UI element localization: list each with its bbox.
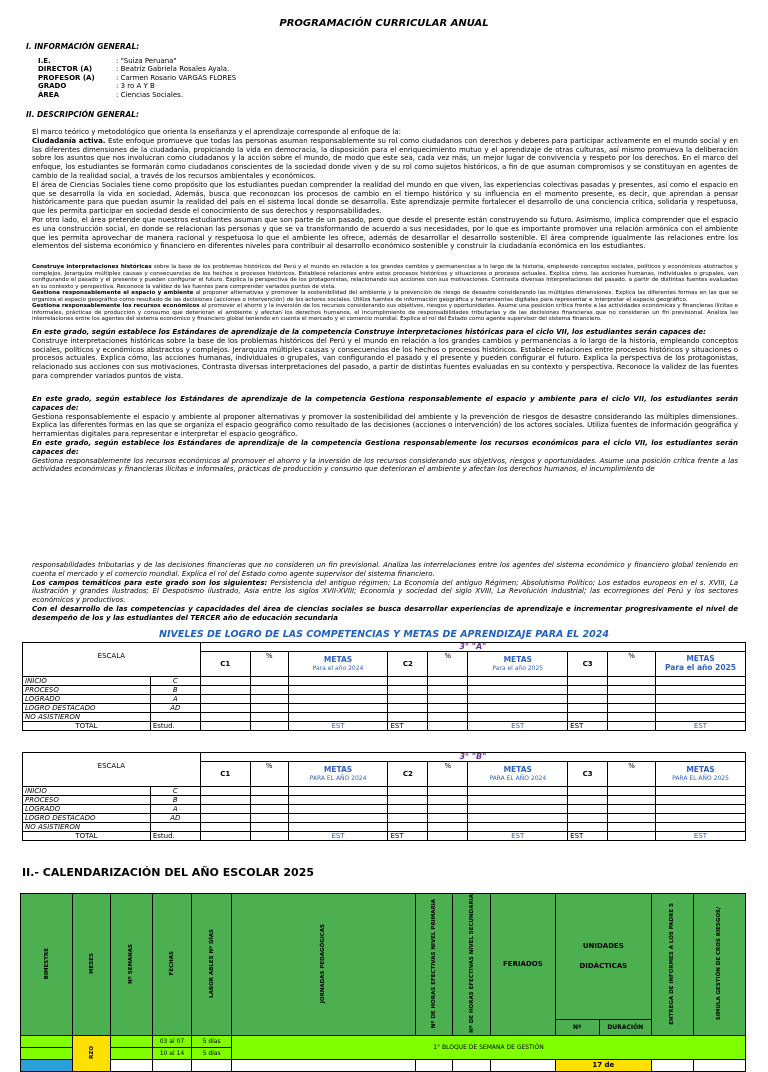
- table-row: [23, 805, 746, 814]
- metas-label: METAS: [323, 654, 353, 664]
- row-code: A: [150, 695, 200, 704]
- text-bold: Construye interpretaciones históricas: [32, 264, 152, 270]
- row-code: C: [150, 677, 200, 686]
- col-jornadas: [231, 894, 415, 1036]
- date-cell: 10 al 14: [152, 1047, 192, 1059]
- text: Construye interpretaciones históricas sobre la base de los problemas históricos del Perú y el mundo en relación a los grandes cambios y permanencias a lo largo de la historia, empleando conceptos sociales, políticos y económicos abstractos y complejos. Jerarquiza múltiples causas y consecuencias de los hechos o procesos históricos. Establece relaciones entre procesos históricos y situaciones o procesos actuales. Explica cómo, las acciones humanas, individuales o grupales, van configurando el pasado y el presente y pueden configurar el futuro. Explica la perspectiva de los protagonistas, relacionado sus acciones con sus motivaciones. Contrasta diversas interpretaciones del pasado, a partir de distintas fuentes evaluadas en su contexto y perspectiva. Reconoce la validez de las fuentes para comprender variados puntos de vista.: [32, 336, 738, 380]
- est-label: EST: [288, 832, 388, 841]
- table-row-total: [23, 832, 746, 841]
- row-label: LOGRO DESTACADO: [23, 814, 151, 823]
- table-row: [23, 796, 746, 805]
- info-key: ÁREA: [38, 90, 60, 99]
- col-metas-1: [288, 652, 388, 677]
- metas-label: METAS: [503, 764, 532, 774]
- col-metas-2: [468, 652, 568, 677]
- col-duracion: DURACIÓN: [599, 1019, 651, 1035]
- row-code: AD: [150, 814, 200, 823]
- col-pct: %: [428, 762, 468, 787]
- col-c3: C3: [568, 762, 608, 787]
- row-label: LOGRO DESTACADO: [23, 704, 151, 713]
- col-escala: ESCALA: [23, 652, 201, 677]
- info-value: : Ciencias Sociales.: [116, 90, 184, 99]
- text: al proponer alternativas y promover la sostenibilidad del ambiente y la prevención de riesgo de desastre considerando las múltiples dimensiones. Explica las diferentes formas en las que se organiza el espacio geográfico como resultado de las decisiones (acciones o intervención) de los actores sociales. Utiliza fuentes de información geográfica y herramientas digitales para representar e interpretar el espacio geográfico.: [32, 290, 738, 303]
- header-text: MESES: [88, 952, 95, 974]
- text: al promover el ahorro y la inversión de los recursos considerando sus objetivos, riesgos y oportunidades. Asume una posición crítica frente a las actividades económicas y financieras ilícitas e informales, prácticas de producción y consumo que deterioran el ambiente y afectan los derechos humanos, el incumplimiento de responsabilidades tributarias y de las decisiones financieras que no consideran un fin previsional. Analiza las interrelaciones entre los agentes del sistema económico y financiero global teniendo en cuenta el mercado y el comercio mundial. Explica el rol del Estado como agente supervisor del sistema financiero.: [32, 303, 738, 322]
- est-label: EST: [468, 722, 568, 731]
- table-row: [23, 787, 746, 796]
- col-metas-3: [656, 762, 746, 787]
- table-row: [23, 713, 746, 722]
- col-semanas: [110, 894, 152, 1036]
- days-cell: 5 días: [192, 1047, 232, 1059]
- metas-label: METAS: [686, 764, 715, 774]
- text: El marco teórico y metodológico que orienta la enseñanza y el aprendizaje corresponde al enfoque de la:: [32, 128, 402, 136]
- col-horas-secundaria: [453, 894, 491, 1036]
- text-bold: Gestiona responsablemente el espacio y ambiente: [32, 290, 194, 296]
- metas-year: Para el año 2024: [312, 664, 364, 672]
- col-c1: C1: [200, 652, 250, 677]
- text-bold: Gestiona responsablemente los recursos económicos: [32, 303, 200, 309]
- management-week-block: 1° BLOQUE DE SEMANA DE GESTIÓN: [231, 1035, 745, 1059]
- est-label: EST: [388, 832, 428, 841]
- metas-label: METAS: [686, 654, 715, 663]
- info-key: I.E.: [38, 57, 51, 65]
- header-text: SIMULA GESTIÓN DE CROS RIESGOS/: [716, 906, 723, 1020]
- col-metas-3: [656, 652, 746, 677]
- section-heading-description: II. DESCRIPCIÓN GENERAL:: [26, 110, 139, 119]
- col-pct: %: [608, 762, 656, 787]
- header-text: UNIDADES: [582, 942, 624, 951]
- est-label: EST: [468, 832, 568, 841]
- table-row: [23, 686, 746, 695]
- col-c2: C2: [388, 762, 428, 787]
- header-text: DIDÁCTICAS: [579, 962, 628, 971]
- col-pct: %: [250, 762, 288, 787]
- text: El área de Ciencias Sociales tiene como propósito que los estudiantes puedan comprender la realidad del mundo en que viven, las experiencias colectivas pasadas y presentes, así como el espacio en que se desarrolla la vida en sociedad. Además, busca que reconozcan los procesos de cambio en el tiempo histórico y su influencia en el momento presente, es decir, que aprendan a pensar históricamente para que puedan asumir la realidad del país en el sistema local donde se desarrolla. Este aprendizaje permite fortalecer el desarrollo de una conciencia crítica, solidaria y respetuosa, que les permita participar en sociedad desde el conocimiento de sus derechos y responsabilidades.: [32, 180, 738, 216]
- header-text: Nº SEMANAS: [128, 943, 135, 984]
- col-fechas: [152, 894, 192, 1036]
- info-key: DIRECTOR (A): [38, 65, 93, 74]
- general-info: [38, 57, 236, 99]
- text: sobre la base de los problemas históricos del Perú y el mundo en relación a los grandes cambios y permanencias a lo largo de la historia, empleando conceptos sociales, políticos y económicos abstractos y complejos. Jerarquiza múltiples causas y consecuencias de los hechos o procesos históricos. Establece relaciones entre estos procesos históricos y situaciones o procesos actuales. Explica cómo, las acciones humanas, individuales o grupales, van configurando el pasado y el presente y pueden configurar el futuro. Explica la perspectiva de los protagonistas, relacionando sus acciones con sus motivaciones. Contrasta diversas interpretaciones del pasado, a partir de distintas fuentes evaluadas en su contexto y perspectiva. Reconoce la validez de las fuentes para comprender variados puntos de vista.: [32, 264, 738, 290]
- table-row: [23, 677, 746, 686]
- metas-year: PARA EL AÑO 2024: [489, 774, 547, 782]
- text-italic: Persistencia del antiguo régimen; La Economía del antiguo Régimen; Absolutismo Político; Los estados europeos en el s. XVIII, La ilustración y grandes ilustrados; El Despotismo ilustrado, Asia entre los siglos XVII-XVIII; Economía y sociedad del siglo XVIII, La Revolución industrial; las ecorregiones del Perú y los sectores económicos y productivos.: [32, 578, 739, 605]
- header-text: BIMESTRE: [43, 947, 50, 980]
- row-label: NO ASISTIERON: [23, 823, 151, 832]
- col-numero: Nº: [555, 1019, 599, 1035]
- col-metas-1: [288, 762, 388, 787]
- metas-year: Para el año 2025: [492, 664, 544, 672]
- row-code: B: [150, 686, 200, 695]
- row-code: B: [150, 796, 200, 805]
- info-value: : 3 ro A Y B: [116, 82, 155, 91]
- col-pct: %: [250, 652, 288, 677]
- date-cell: 03 al 07: [152, 1035, 192, 1047]
- metas-year: PARA EL AÑO 2025: [672, 774, 729, 782]
- col-pct: %: [428, 652, 468, 677]
- row-label: PROCESO: [23, 686, 151, 695]
- section-label: 3° "B": [200, 753, 745, 762]
- paragraph-standard-3-cont: [32, 561, 738, 623]
- est-label: EST: [568, 722, 608, 731]
- total-label: TOTAL: [23, 722, 151, 731]
- col-informes: [651, 894, 693, 1036]
- text-bold-italic: Con el desarrollo de las competencias y capacidades del área de ciencias sociales se busca desarrollar experiencias de aprendizaje e incrementar progresivamente el nivel de desempeño de los y las estudiantes del TERCER año de educación secundaria: [32, 604, 738, 622]
- text-bold-italic: En este grado, según establece los Estándares de aprendizaje de la competencia Gestiona responsablemente el espacio y ambiente para el ciclo VII, los estudiantes serán capaces de:: [32, 395, 738, 412]
- paragraph-standard-2: [32, 395, 738, 474]
- achievement-table-b: [22, 752, 746, 841]
- est-label: EST: [288, 722, 388, 731]
- table-row-total: [23, 722, 746, 731]
- total-label: TOTAL: [23, 832, 151, 841]
- header-text: Nº DE HORAS EFECTIVAS NIVEL SECUNDARIA: [468, 894, 475, 1033]
- row-label: LOGRADO: [23, 695, 151, 704]
- estud-label: Estud.: [150, 832, 200, 841]
- unit-start-cell: 17 de: [555, 1059, 651, 1071]
- col-c1: C1: [200, 762, 250, 787]
- col-c3: C3: [568, 652, 608, 677]
- metas-label: METAS: [323, 764, 353, 774]
- paragraph-competencies: [32, 264, 738, 323]
- col-unidades: [555, 894, 651, 1020]
- table-row: [23, 704, 746, 713]
- page-title: PROGRAMACIÓN CURRICULAR ANUAL: [279, 18, 489, 29]
- table-row: [23, 823, 746, 832]
- info-value: : Carmen Rosario VARGAS FLORES: [116, 73, 237, 82]
- row-label: INICIO: [23, 787, 151, 796]
- col-escala: ESCALA: [23, 762, 201, 787]
- row-label: PROCESO: [23, 796, 151, 805]
- row-code: AD: [150, 704, 200, 713]
- est-label: EST: [656, 832, 746, 841]
- text-bold: Ciudadanía activa.: [32, 136, 106, 145]
- calendar-table: [20, 893, 746, 1072]
- row-code: A: [150, 805, 200, 814]
- col-metas-2: [468, 762, 568, 787]
- col-bimestre: [21, 894, 73, 1036]
- text-bold: Los campos temáticos para este grado son los siguientes:: [32, 578, 268, 587]
- paragraph-framework: [32, 128, 738, 251]
- table-row: [23, 814, 746, 823]
- header-text: ENTREGA DE INFORMES A LOS PADRE S: [669, 902, 676, 1025]
- metas-year: Para el año 2025: [664, 663, 737, 672]
- col-simulacros: [693, 894, 745, 1036]
- table-row: [23, 695, 746, 704]
- metas-year: PARA EL AÑO 2024: [309, 774, 367, 782]
- est-label: EST: [656, 722, 746, 731]
- text-italic: responsabilidades tributarias y de las decisiones financieras que no consideren un fin previsional. Analiza las interrelaciones entre los agentes del sistema económico y financiero global teniendo en cuenta el mercado y el comercio mundial. Explica el rol del Estado como agente supervisor del sistema financiero.: [32, 561, 738, 578]
- calendar-title: II.- CALENDARIZACIÓN DEL AÑO ESCOLAR 2025: [22, 866, 315, 879]
- info-key: PROFESOR (A): [38, 73, 95, 82]
- days-cell: 5 días: [192, 1035, 232, 1047]
- col-horas-primaria: [415, 894, 453, 1036]
- text: Gestiona responsablemente el espacio y ambiente al proponer alternativas y promover la sostenibilidad del ambiente y la prevención de riesgos de desastre considerando las múltiples dimensiones. Explica las diferentes formas en las que se organiza el espacio geográfico como resultado de las decisiones (acciones o intervención) de los actores sociales. Utiliza fuentes de información geográfica y herramientas digitales para representar e interpretar el espacio geográfico.: [32, 412, 738, 439]
- col-meses: [73, 894, 111, 1036]
- row-label: LOGRADO: [23, 805, 151, 814]
- col-feriados: FERIADOS: [491, 894, 556, 1036]
- achievement-levels-title: NIVELES DE LOGRO DE LAS COMPETENCIAS Y METAS DE APRENDIZAJE PARA EL 2024: [159, 629, 609, 640]
- text: Este enfoque promueve que todas las personas asuman responsablemente su rol como ciudadanos con derechos y deberes para participar activamente en el mundo social y en las diferentes dimensiones de la ciudadanía, propiciando la vida en democracia, la disposición para el enriquecimiento mutuo y el aprendizaje de otras culturas, así mismo promueva la deliberación sobre los asuntos que nos involucran como ciudadanos y la acción sobre el mundo, de modo que este sea, cada vez más, un mejor lugar de convivencia y respeto por los derechos. En el marco del enfoque, los estudiantes se formarán como ciudadanos conscientes de la sociedad donde viven y de su rol como sujetos históricos, a fin de que asuman compromisos y se constituyan en agentes de cambio de la realidad social, a través de los recursos ambientales y económicos.: [32, 136, 738, 180]
- paragraph-standard-1: [32, 328, 738, 381]
- row-label: NO ASISTIERON: [23, 713, 151, 722]
- text: Por otro lado, el área pretende que nuestros estudiantes asuman que son parte de un pasado, pero que desde el presente están construyendo su futuro. Asimismo, implica comprender que el espacio es una construcción social, en donde se relacionan las personas y que se va transformando de acuerdo a sus necesidades, por lo que es importante promover una relación armónica con el ambiente que les permita aprovechar de manera racional y respetuosa lo que el ambiente les ofrece, además de desarrollar el desarrollo sostenible. El área comprende igualmente las relaciones entre los elementos del sistema económico y financiero en diferentes niveles para contribuir al desarrollo económico sostenible y construir la ciudadanía económica en los estudiantes.: [32, 215, 738, 251]
- month-label: RZO: [88, 1045, 95, 1059]
- estud-label: Estud.: [150, 722, 200, 731]
- row-label: INICIO: [23, 677, 151, 686]
- header-text: Nº DE HORAS EFECTIVAS NIVEL PRIMARIA: [431, 898, 438, 1029]
- achievement-table-a: [22, 642, 746, 731]
- text-bold-italic: En este grado, según establece los Estándares de aprendizaje de la competencia Construye interpretaciones históricas para el ciclo VII, los estudiantes serán capaces de:: [32, 328, 706, 336]
- header-text: LABOR ABLES Nº DÍAS: [208, 929, 215, 998]
- header-text: FECHAS: [168, 951, 175, 976]
- month-cell: [73, 1035, 111, 1071]
- col-dias: [192, 894, 232, 1036]
- row-code: C: [150, 787, 200, 796]
- text-italic: Gestiona responsablemente los recursos económicos al promover el ahorro y la inversión de los recursos considerando sus objetivos, riesgos y oportunidades. Asume una posición crítica frente a las actividades económicas y financieras ilícitas e informales, prácticas de producción y consumo que deterioran el ambiente y afectan los derechos humanos, el incumplimiento de: [32, 456, 738, 474]
- col-pct: %: [608, 652, 656, 677]
- section-heading-info: I. INFORMACIÓN GENERAL:: [26, 42, 140, 51]
- est-label: EST: [388, 722, 428, 731]
- est-label: EST: [568, 832, 608, 841]
- info-value: : "Suiza Peruana": [116, 57, 177, 65]
- header-text: JORNADAS PEDAGÓGICAS: [320, 923, 327, 1004]
- metas-label: METAS: [503, 654, 532, 664]
- col-c2: C2: [388, 652, 428, 677]
- info-value: : Beatriz Gabriela Rosales Ayala.: [116, 65, 230, 74]
- section-label: 3° "A": [200, 643, 745, 652]
- text-bold-italic: En este grado, según establece los Estándares de aprendizaje de la competencia Gestiona responsablemente los recursos económicos para el ciclo VII, los estudiantes serán capaces de:: [32, 438, 738, 456]
- info-key: GRADO: [38, 82, 67, 91]
